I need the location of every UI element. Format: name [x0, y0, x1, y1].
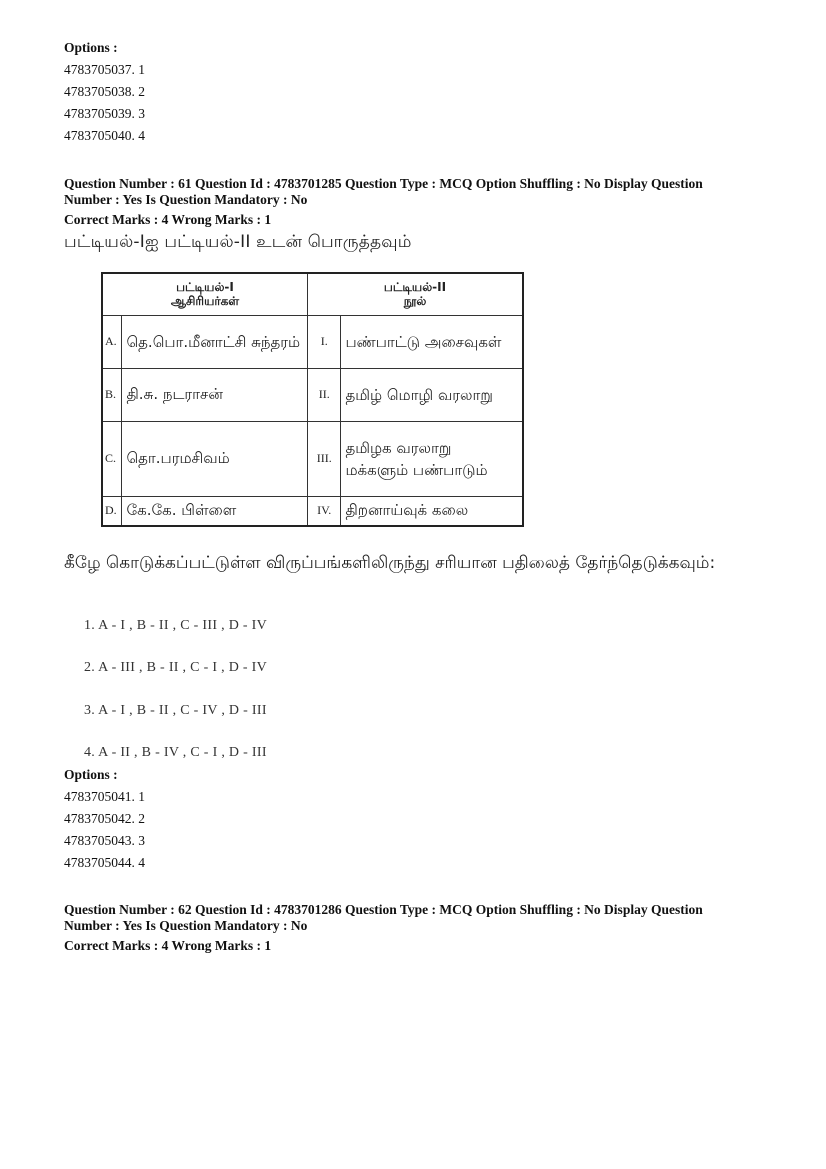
- author-cell: தி.சு. நடராசன்: [122, 368, 308, 421]
- author-cell: தெ.பொ.மீனாட்சி சுந்தரம்: [122, 315, 308, 368]
- row-label: D.: [102, 496, 122, 526]
- match-table: [101, 272, 524, 527]
- answer-choice-4: 4. A - II , B - IV , C - I , D - III: [84, 745, 267, 760]
- q61-option-2: 4783705042. 2: [64, 811, 145, 826]
- table-row: [102, 368, 523, 421]
- table-row: [102, 496, 523, 526]
- prev-option-1: 4783705037. 1: [64, 62, 145, 77]
- q61-options-label: Options :: [64, 767, 118, 782]
- col1-header-line2: ஆசிரியர்கள்: [170, 294, 240, 309]
- q62-marks: Correct Marks : 4 Wrong Marks : 1: [64, 938, 272, 953]
- roman-num: IV.: [308, 496, 341, 526]
- q62-header-line2: Number : Yes Is Question Mandatory : No: [64, 918, 308, 933]
- table-row: [102, 421, 523, 496]
- row-label: B.: [102, 368, 122, 421]
- book-cell: தமிழக வரலாறு மக்களும் பண்பாடும்: [341, 421, 523, 496]
- col2-header-line2: நூல்: [403, 294, 427, 309]
- row-label: A.: [102, 315, 122, 368]
- q61-title: பட்டியல்-Iஐ பட்டியல்-II உடன் பொருத்தவும்: [64, 232, 412, 252]
- q61-option-4: 4783705044. 4: [64, 855, 145, 870]
- col2-header-line1: பட்டியல்-II: [383, 280, 447, 295]
- book-cell: தமிழ் மொழி வரலாறு: [341, 368, 523, 421]
- answer-choice-1: 1. A - I , B - II , C - III , D - IV: [84, 618, 268, 633]
- prev-option-3: 4783705039. 3: [64, 106, 145, 121]
- col1-header-line1: பட்டியல்-I: [176, 280, 234, 295]
- q61-marks: Correct Marks : 4 Wrong Marks : 1: [64, 212, 272, 227]
- q61-header-line2: Number : Yes Is Question Mandatory : No: [64, 192, 308, 207]
- prev-option-2: 4783705038. 2: [64, 84, 145, 99]
- row-label: C.: [102, 421, 122, 496]
- q61-instruction: கீழே கொடுக்கப்பட்டுள்ள விருப்பங்களிலிருந்து சரியான பதிலைத் தேர்ந்தெடுக்கவும்:: [64, 553, 716, 573]
- q62-header-line1: Question Number : 62 Question Id : 4783701286 Question Type : MCQ Option Shuffling : No Display Question: [64, 902, 703, 917]
- q61-header-line1: Question Number : 61 Question Id : 4783701285 Question Type : MCQ Option Shuffling : No Display Question: [64, 176, 703, 191]
- author-cell: கே.கே. பிள்ளை: [122, 496, 308, 526]
- roman-num: III.: [308, 421, 341, 496]
- q61-option-1: 4783705041. 1: [64, 789, 145, 804]
- answer-choice-2: 2. A - III , B - II , C - I , D - IV: [84, 660, 268, 675]
- roman-num: II.: [308, 368, 341, 421]
- col2-header: [308, 273, 524, 315]
- roman-num: I.: [308, 315, 341, 368]
- book-cell: திறனாய்வுக் கலை: [341, 496, 523, 526]
- q61-option-3: 4783705043. 3: [64, 833, 145, 848]
- col1-header: [102, 273, 308, 315]
- book-cell: பண்பாட்டு அசைவுகள்: [341, 315, 523, 368]
- prev-option-4: 4783705040. 4: [64, 128, 145, 143]
- table-row: [102, 315, 523, 368]
- prev-options-label: Options :: [64, 40, 118, 55]
- author-cell: தொ.பரமசிவம்: [122, 421, 308, 496]
- answer-choice-3: 3. A - I , B - II , C - IV , D - III: [84, 703, 267, 718]
